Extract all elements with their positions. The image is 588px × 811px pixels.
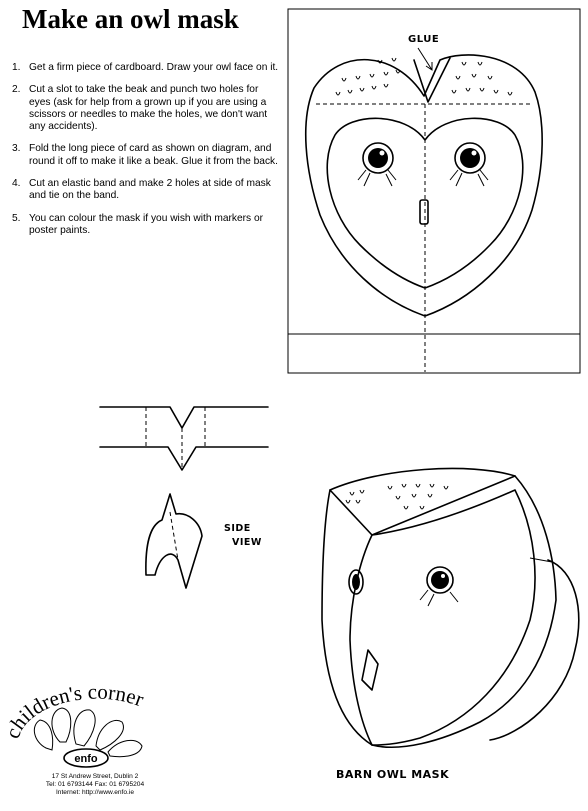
footer-address: 17 St Andrew Street, Dublin 2 [51,773,139,780]
step-text: You can colour the mask if you wish with markers or poster paints. [29,212,264,236]
footer-contact [30,773,160,797]
glue-label: GLUE [408,34,440,45]
step-text: Get a firm piece of cardboard. Draw your owl face on it. [29,62,279,73]
page-title: Make an owl mask [22,4,239,34]
side-label: SIDE [224,523,251,534]
step-text: Fold the long piece of card as shown on diagram, and round it off to make it like a beak. Glue it from the back. [29,143,278,167]
view-label: VIEW [232,537,262,548]
footer-internet: Internet: http://www.enfo.ie [55,789,135,796]
step-number: 2. [12,84,21,96]
svg-text:children's corner: children's corner [0,679,148,742]
step-number: 3. [12,143,21,155]
step-number: 1. [12,62,21,73]
step-number: 4. [12,178,21,190]
step-text: Cut an elastic band and make 2 holes at side of mask and tie on the band. [29,178,271,202]
step-number: 5. [12,212,21,224]
footer-phone: Tel: 01 6793144 Fax: 01 6795204 [45,781,145,788]
barn-owl-mask-caption: BARN OWL MASK [336,768,450,781]
svg-text:enfo: enfo [74,753,98,765]
step-text: Cut a slot to take the beak and punch two holes for eyes (ask for help from a grown up if you are using a scissors or needles to make the holes, we don't want any accidents). [29,84,268,133]
